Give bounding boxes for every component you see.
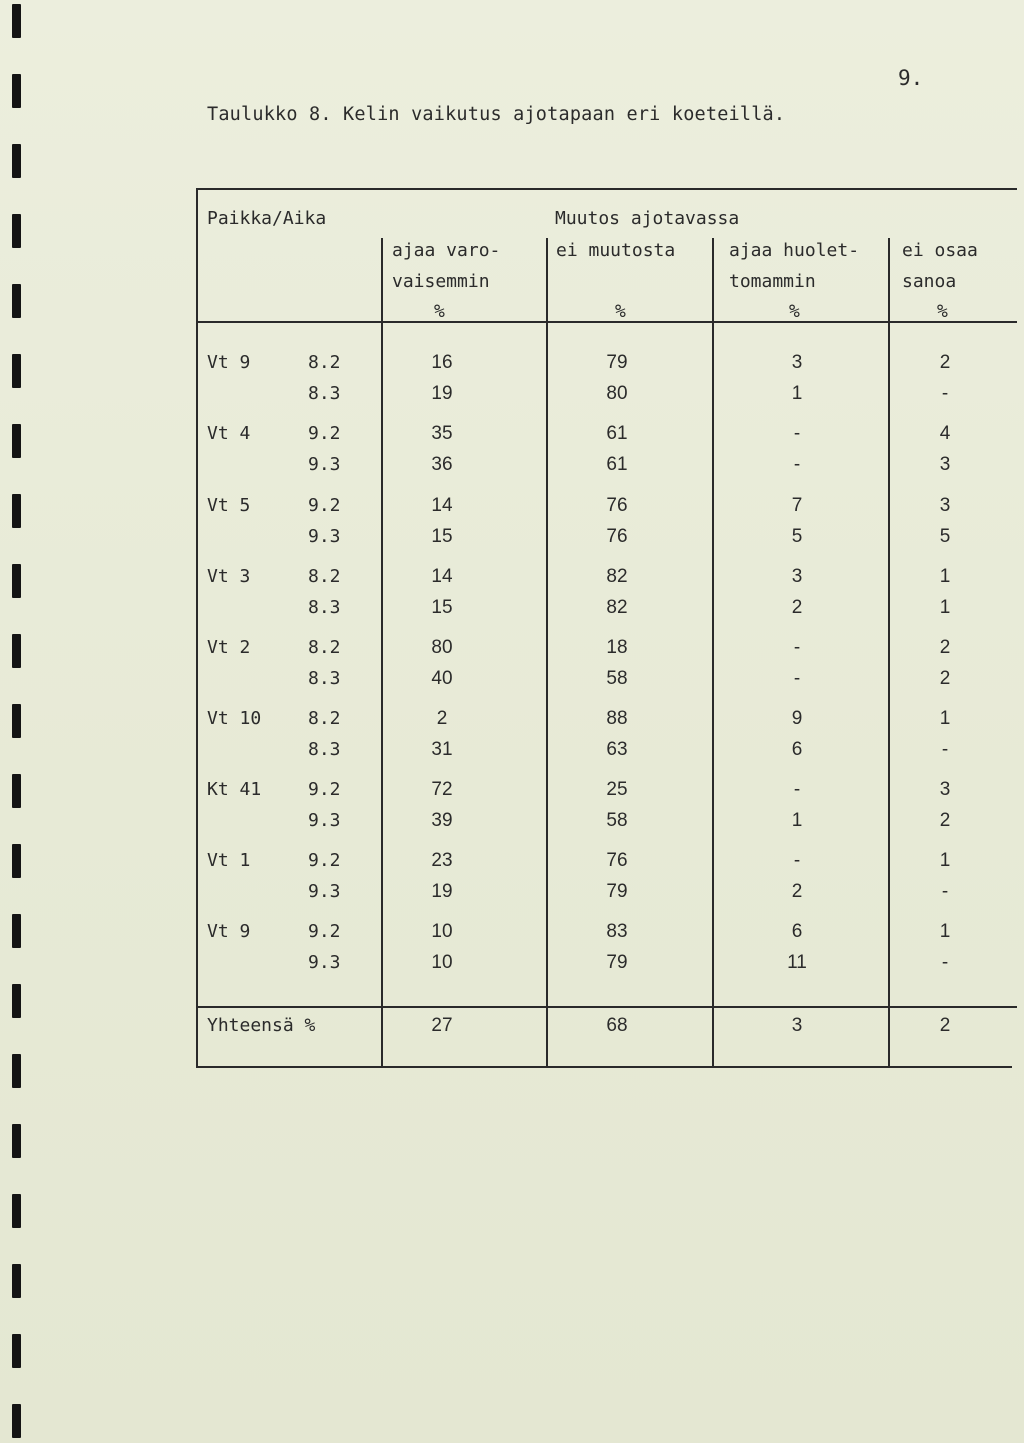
row-cell-col2: 58 [606,668,628,689]
col3-header-unit: % [789,301,800,322]
row-date: 9.2 [308,423,341,444]
row-date: 8.3 [308,383,341,404]
total-col4: 2 [939,1015,951,1036]
col4-header-unit: % [937,301,948,322]
row-cell-col4: 3 [939,779,951,800]
row-cell-col3: 3 [791,566,803,587]
row-date: 9.3 [308,454,341,475]
row-cell-col1: 23 [431,850,453,871]
row-cell-col4: 1 [939,708,951,729]
total-col3: 3 [791,1015,803,1036]
row-place: Vt 9 [207,352,251,373]
row-cell-col3: 9 [791,708,803,729]
row-cell-col1: 39 [431,810,453,831]
row-date: 9.2 [308,779,341,800]
row-cell-col1: 15 [431,526,453,547]
row-cell-col2: 61 [606,423,628,444]
row-cell-col3: - [793,850,801,871]
row-place: Vt 1 [207,850,251,871]
row-cell-col4: 1 [939,850,951,871]
row-date: 9.2 [308,495,341,516]
row-cell-col3: 7 [791,495,803,516]
row-cell-col4: 5 [939,526,951,547]
row-cell-col4: - [941,739,949,760]
row-cell-col2: 83 [606,921,628,942]
page-number: 9. [898,66,924,90]
row-cell-col4: 1 [939,566,951,587]
row-cell-col4: - [941,383,949,404]
row-cell-col1: 14 [431,495,453,516]
row-cell-col4: - [941,952,949,973]
row-cell-col2: 18 [606,637,628,658]
row-cell-col3: 6 [791,739,803,760]
row-cell-col3: 11 [787,952,807,973]
row-date: 9.2 [308,921,341,942]
col2-header-unit: % [615,301,626,322]
row-cell-col2: 63 [606,739,628,760]
row-cell-col2: 58 [606,810,628,831]
row-cell-col1: 72 [431,779,453,800]
row-cell-col3: 2 [791,881,803,902]
row-cell-col1: 80 [431,637,453,658]
row-date: 8.2 [308,708,341,729]
row-cell-col1: 19 [431,383,453,404]
row-date: 8.3 [308,668,341,689]
header-place-time: Paikka/Aika [207,208,327,229]
row-cell-col2: 88 [606,708,628,729]
row-cell-col4: 2 [939,668,951,689]
col3-header-line1: ajaa huolet- [729,240,860,261]
row-cell-col4: 2 [939,637,951,658]
row-cell-col3: 3 [791,352,803,373]
row-cell-col2: 79 [606,352,628,373]
row-date: 9.3 [308,881,341,902]
row-cell-col2: 82 [606,597,628,618]
row-cell-col4: 3 [939,454,951,475]
col1-header-line2: vaisemmin [392,271,490,292]
col4-header-line2: sanoa [902,271,957,292]
row-cell-col3: 1 [791,383,803,404]
total-label: Yhteensä % [207,1015,316,1036]
col1-header-line1: ajaa varo- [392,240,501,261]
row-cell-col3: 1 [791,810,803,831]
row-date: 9.2 [308,850,341,871]
row-cell-col2: 80 [606,383,628,404]
row-place: Vt 4 [207,423,251,444]
row-cell-col2: 79 [606,952,628,973]
row-place: Vt 5 [207,495,251,516]
row-date: 8.2 [308,352,341,373]
row-date: 9.3 [308,526,341,547]
row-place: Kt 41 [207,779,262,800]
row-cell-col1: 16 [431,352,453,373]
row-cell-col1: 10 [431,921,453,942]
row-cell-col2: 76 [606,495,628,516]
row-place: Vt 3 [207,566,251,587]
row-date: 9.3 [308,952,341,973]
row-cell-col3: 6 [791,921,803,942]
row-cell-col2: 76 [606,850,628,871]
row-cell-col1: 15 [431,597,453,618]
row-cell-col2: 25 [606,779,628,800]
row-cell-col4: 1 [939,597,951,618]
row-date: 8.2 [308,566,341,587]
row-cell-col1: 35 [431,423,453,444]
col3-header-line2: tomammin [729,271,816,292]
row-cell-col3: - [793,454,801,475]
row-cell-col1: 36 [431,454,453,475]
row-cell-col1: 31 [431,739,453,760]
row-cell-col2: 82 [606,566,628,587]
table-caption: Taulukko 8. Kelin vaikutus ajotapaan eri koeteillä. [207,104,786,125]
row-cell-col3: - [793,779,801,800]
row-cell-col1: 40 [431,668,453,689]
col1-header-unit: % [434,301,445,322]
row-cell-col1: 19 [431,881,453,902]
row-cell-col4: 3 [939,495,951,516]
row-cell-col3: 5 [791,526,803,547]
row-cell-col1: 10 [431,952,453,973]
row-cell-col3: - [793,668,801,689]
row-place: Vt 9 [207,921,251,942]
row-cell-col4: - [941,881,949,902]
row-cell-col4: 1 [939,921,951,942]
row-cell-col1: 2 [436,708,448,729]
row-cell-col4: 2 [939,352,951,373]
col4-header-line1: ei osaa [902,240,978,261]
row-place: Vt 2 [207,637,251,658]
row-date: 8.3 [308,597,341,618]
row-cell-col2: 61 [606,454,628,475]
row-date: 8.3 [308,739,341,760]
row-cell-col3: - [793,637,801,658]
col2-header-line1: ei muutosta [556,240,676,261]
total-col2: 68 [606,1015,628,1036]
row-cell-col2: 76 [606,526,628,547]
total-col1: 27 [431,1015,453,1036]
row-cell-col4: 4 [939,423,951,444]
row-cell-col3: 2 [791,597,803,618]
row-cell-col3: - [793,423,801,444]
row-place: Vt 10 [207,708,262,729]
row-cell-col2: 79 [606,881,628,902]
header-group: Muutos ajotavassa [555,208,740,229]
row-date: 8.2 [308,637,341,658]
row-cell-col4: 2 [939,810,951,831]
row-cell-col1: 14 [431,566,453,587]
row-date: 9.3 [308,810,341,831]
